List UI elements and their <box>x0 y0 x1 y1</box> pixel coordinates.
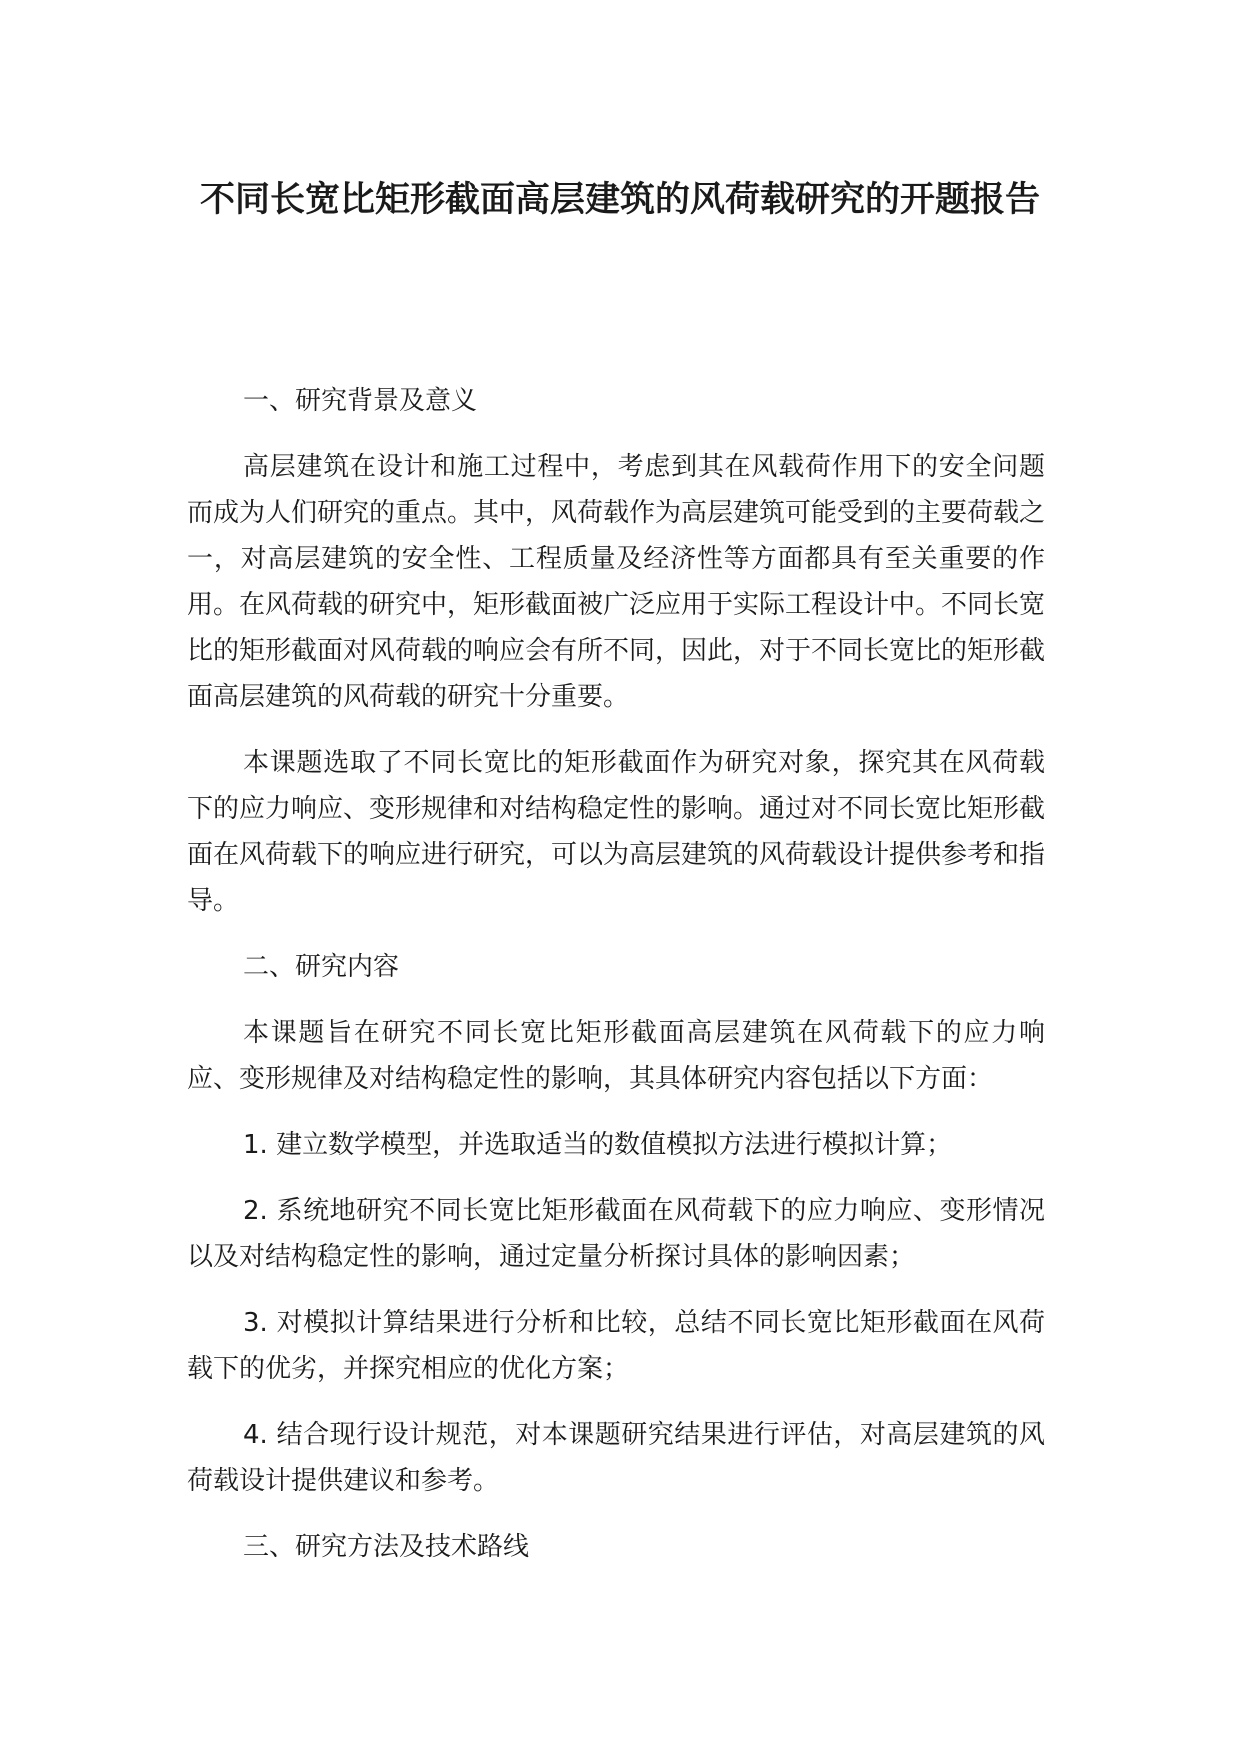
section-heading: 一、研究背景及意义 <box>243 386 478 416</box>
list-item: 1. 建立数学模型，并选取适当的数值模拟方法进行模拟计算； <box>243 1130 953 1160</box>
section-background <box>187 378 1045 924</box>
section-heading: 二、研究内容 <box>243 952 400 982</box>
paragraph: 本课题旨在研究不同长宽比矩形截面高层建筑在风荷载下的应力响应、变形规律及对结构稳定性的影响，其具体研究内容包括以下方面： <box>187 1018 1045 1094</box>
section-heading: 三、研究方法及技术路线 <box>243 1532 530 1562</box>
document-body <box>187 378 1045 1590</box>
list-item: 4. 结合现行设计规范，对本课题研究结果进行评估，对高层建筑的风荷载设计提供建议和参考。 <box>187 1420 1045 1496</box>
list-item: 2. 系统地研究不同长宽比矩形截面在风荷载下的应力响应、变形情况以及对结构稳定性的影响，通过定量分析探讨具体的影响因素； <box>187 1196 1045 1272</box>
paragraph: 高层建筑在设计和施工过程中，考虑到其在风载荷作用下的安全问题而成为人们研究的重点。其中，风荷载作为高层建筑可能受到的主要荷载之一，对高层建筑的安全性、工程质量及经济性等方面都具有至关重要的作用。在风荷载的研究中，矩形截面被广泛应用于实际工程设计中。不同长宽比的矩形截面对风荷载的响应会有所不同，因此，对于不同长宽比的矩形截面高层建筑的风荷载的研究十分重要。 <box>187 452 1046 712</box>
document-title: 不同长宽比矩形截面高层建筑的风荷载研究的开题报告 <box>199 180 1040 220</box>
list-item: 3. 对模拟计算结果进行分析和比较，总结不同长宽比矩形截面在风荷载下的优劣，并探究相应的优化方案； <box>187 1308 1045 1384</box>
section-content <box>187 944 1045 1504</box>
paragraph: 本课题选取了不同长宽比的矩形截面作为研究对象，探究其在风荷载下的应力响应、变形规律和对结构稳定性的影响。通过对不同长宽比矩形截面在风荷载下的响应进行研究，可以为高层建筑的风荷载设计提供参考和指导。 <box>187 748 1046 916</box>
section-methods <box>187 1524 1045 1570</box>
